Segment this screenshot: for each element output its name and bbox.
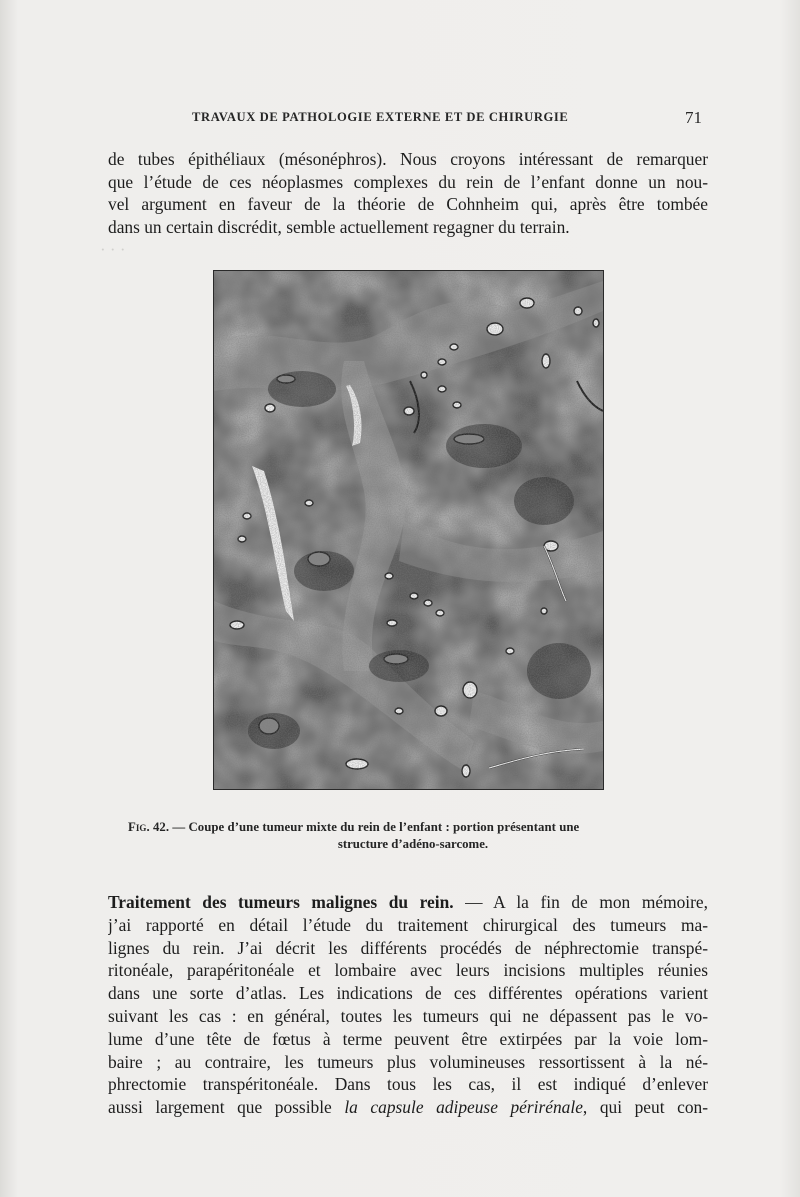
show-through: · · ·: [100, 240, 126, 259]
text-line: baire ; au contraire, les tumeurs plus volumineuses ressortissent à la né-: [108, 1051, 708, 1072]
last-line-end: , qui peut con-: [582, 1097, 708, 1118]
text-line: phrectomie transpéritonéale. Dans tous les cas, il est indiqué d’enlever: [108, 1074, 708, 1095]
heading-line-rest: — A la fin de mon mémoire,: [453, 892, 708, 912]
text-line: suivant les cas : en général, toutes les tumeurs qui ne dépassent pas le vo-: [108, 1005, 708, 1026]
caption-line-1: [128, 819, 698, 836]
page-number: 71: [685, 108, 702, 127]
histology-illustration: [214, 271, 603, 789]
intro-paragraph: [108, 148, 708, 238]
histology-figure: [213, 270, 604, 790]
text-line: que l’étude de ces néoplasmes complexes du rein de l’enfant donne un nou-: [108, 171, 708, 192]
text-line: de tubes épithéliaux (mésonéphros). Nous croyons intéressant de remarquer: [108, 149, 708, 169]
caption-label: Fig. 42.: [128, 820, 170, 834]
caption-text-1: — Coupe d’une tumeur mixte du rein de l’enfant : portion présentant une: [169, 820, 580, 834]
text-line: dans un certain discrédit, semble actuellement regagner du terrain.: [108, 216, 570, 237]
figure-caption: [128, 819, 698, 853]
italic-term: la capsule adipeuse périrénale: [344, 1097, 583, 1118]
text-line: ritonéale, parapéritonéale et lombaire avec leurs incisions multiples réunies: [108, 960, 708, 981]
text-line: dans une sorte d’atlas. Les indications de ces différentes opérations varient: [108, 983, 708, 1004]
running-head: [108, 108, 708, 132]
treatment-paragraph: [108, 891, 708, 1119]
text-line: [108, 891, 708, 914]
text-line: [108, 1096, 708, 1119]
last-line-start: aussi largement que possible: [108, 1097, 345, 1118]
text-line: j’ai rapporté en détail l’étude du traitement chirurgical des tumeurs ma-: [108, 914, 708, 935]
running-title: TRAVAUX DE PATHOLOGIE EXTERNE ET DE CHIRURGIE: [192, 110, 569, 124]
text-line: lume d’une tête de fœtus à terme peuvent être extirpées par la voie lom-: [108, 1028, 708, 1049]
section-heading: Traitement des tumeurs malignes du rein.: [108, 892, 454, 912]
text-line: lignes du rein. J’ai décrit les différents procédés de néphrectomie transpé-: [108, 937, 708, 958]
text-line: vel argument en faveur de la théorie de Cohnheim qui, après être tombée: [108, 194, 708, 214]
caption-line-2: structure d’adéno-sarcome.: [337, 837, 489, 851]
